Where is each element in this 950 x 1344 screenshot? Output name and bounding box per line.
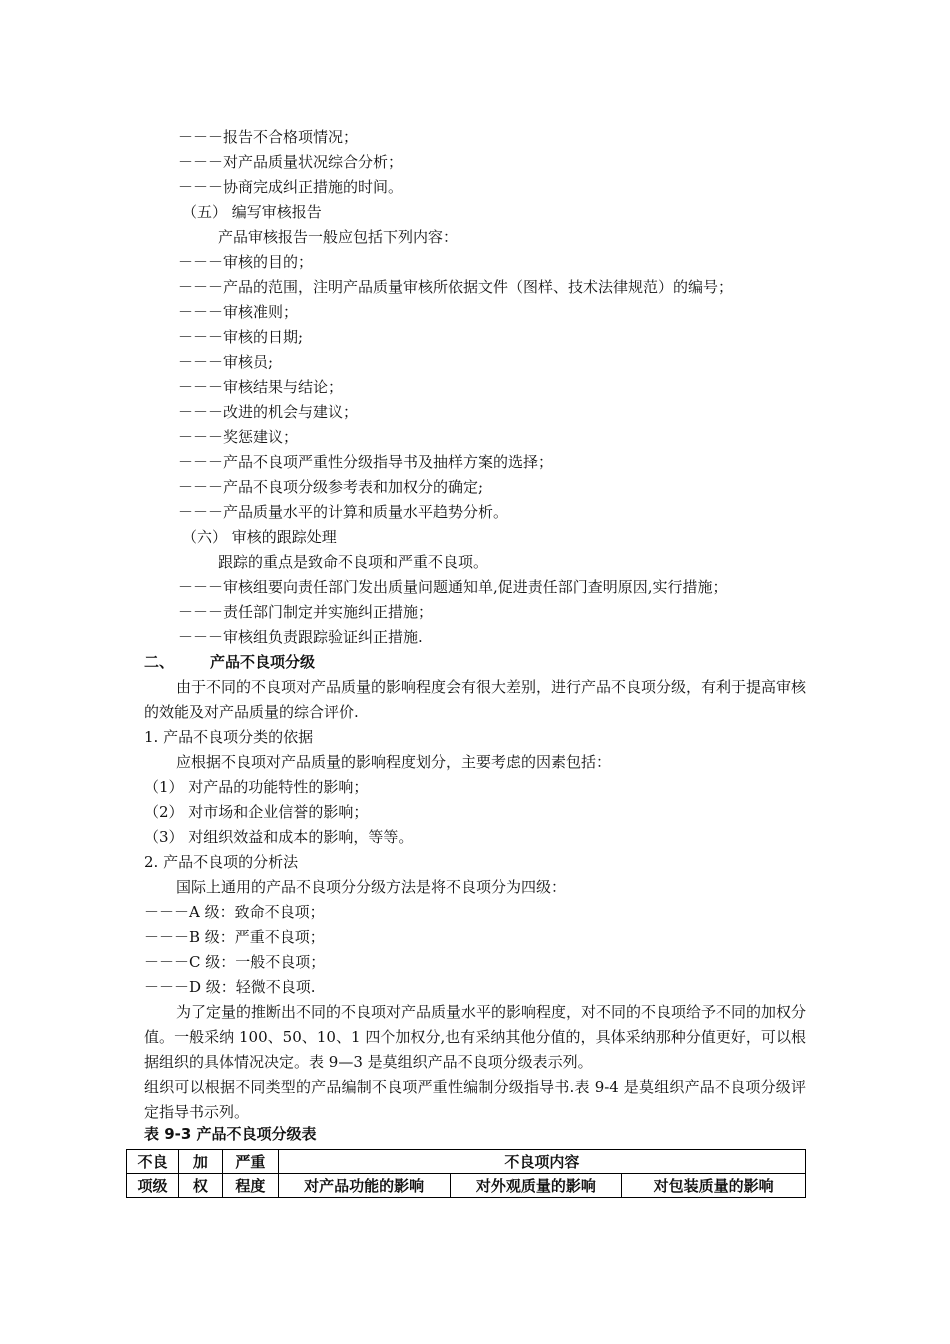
table-header-cell: 对包装质量的影响 xyxy=(622,1174,806,1198)
table-header-cell: 程度 xyxy=(222,1174,278,1198)
list-item: －－－审核结果与结论； xyxy=(178,378,344,396)
subsection-intro: 国际上通用的产品不良项分分级方法是将不良项分为四级： xyxy=(176,878,567,896)
section-title: （五） 编写审核报告 xyxy=(182,203,322,221)
list-item: －－－报告不合格项情况； xyxy=(178,128,359,146)
subsection-title: 1. 产品不良项分类的依据 xyxy=(144,728,314,746)
list-item: －－－产品不良项分级参考表和加权分的确定; xyxy=(178,478,484,496)
list-item: （1） 对产品的功能特性的影响； xyxy=(144,778,369,796)
table-header-cell: 加 xyxy=(178,1150,222,1174)
list-item: －－－产品质量水平的计算和质量水平趋势分析。 xyxy=(178,503,509,521)
table-header-cell: 不良 xyxy=(127,1150,179,1174)
table-header-row xyxy=(127,1150,806,1174)
paragraph: 组织可以根据不同类型的产品编制不良项严重性编制分级指导书.表 9-4 是莫组织产品不良项分级评定指导书示列。 xyxy=(144,1078,806,1121)
list-item: －－－B 级：严重不良项； xyxy=(144,928,325,946)
list-item: －－－审核员; xyxy=(178,353,274,371)
paragraph: 为了定量的推断出不同的不良项对产品质量水平的影响程度，对不同的不良项给予不同的加权分值。一般采纳 100、50、10、1 四个加权分,也有采纳其他分值的，具体采纳那种分值更好，可以根据组织的具体情况决定。表 9—3 是莫组织产品不良项分级表示列。 xyxy=(144,1003,807,1071)
list-item: －－－审核的日期; xyxy=(178,328,304,346)
list-item: －－－产品的范围，注明产品质量审核所依据文件（图样、技术法律规范）的编号； xyxy=(178,278,734,296)
table-header-cell: 对产品功能的影响 xyxy=(278,1174,450,1198)
table-header-cell: 对外观质量的影响 xyxy=(450,1174,622,1198)
table-caption: 表 9-3 产品不良项分级表 xyxy=(144,1125,317,1143)
list-item: －－－C 级：一般不良项； xyxy=(144,953,326,971)
subsection-intro: 应根据不良项对产品质量的影响程度划分，主要考虑的因素包括： xyxy=(176,753,612,771)
paragraph: 由于不同的不良项对产品质量的影响程度会有很大差别，进行产品不良项分级，有利于提高审核的效能及对产品质量的综合评价. xyxy=(144,678,807,721)
list-item: －－－A 级：致命不良项； xyxy=(144,903,325,921)
list-item: －－－对产品质量状况综合分析； xyxy=(178,153,404,171)
defect-grade-table xyxy=(126,1149,806,1198)
section-intro: 跟踪的重点是致命不良项和严重不良项。 xyxy=(218,553,489,571)
list-item: （2） 对市场和企业信誉的影响； xyxy=(144,803,369,821)
table-header-cell: 严重 xyxy=(222,1150,278,1174)
list-item: －－－奖惩建议； xyxy=(178,428,299,446)
section-intro: 产品审核报告一般应包括下列内容： xyxy=(218,228,459,246)
list-item: －－－改进的机会与建议； xyxy=(178,403,359,421)
list-item: －－－审核组负责跟踪验证纠正措施. xyxy=(178,628,423,646)
table-header-row xyxy=(127,1174,806,1198)
table-header-cell: 权 xyxy=(178,1174,222,1198)
subsection-title: 2. 产品不良项的分析法 xyxy=(144,853,299,871)
part-number: 二、 xyxy=(144,653,175,671)
list-item: －－－产品不良项严重性分级指导书及抽样方案的选择； xyxy=(178,453,554,471)
part-title: 产品不良项分级 xyxy=(210,653,316,671)
list-item: －－－D 级：轻微不良项. xyxy=(144,978,316,996)
list-item: －－－审核组要向责任部门发出质量问题通知单,促进责任部门查明原因,实行措施； xyxy=(178,578,728,596)
part-heading xyxy=(144,650,315,675)
table-header-cell: 项级 xyxy=(127,1174,179,1198)
section-title: （六） 审核的跟踪处理 xyxy=(182,528,337,546)
list-item: （3） 对组织效益和成本的影响，等等。 xyxy=(144,828,414,846)
list-item: －－－责任部门制定并实施纠正措施； xyxy=(178,603,434,621)
table-group-header: 不良项内容 xyxy=(278,1150,805,1174)
list-item: －－－审核准则； xyxy=(178,303,299,321)
list-item: －－－协商完成纠正措施的时间。 xyxy=(178,178,404,196)
list-item: －－－审核的目的； xyxy=(178,253,314,271)
